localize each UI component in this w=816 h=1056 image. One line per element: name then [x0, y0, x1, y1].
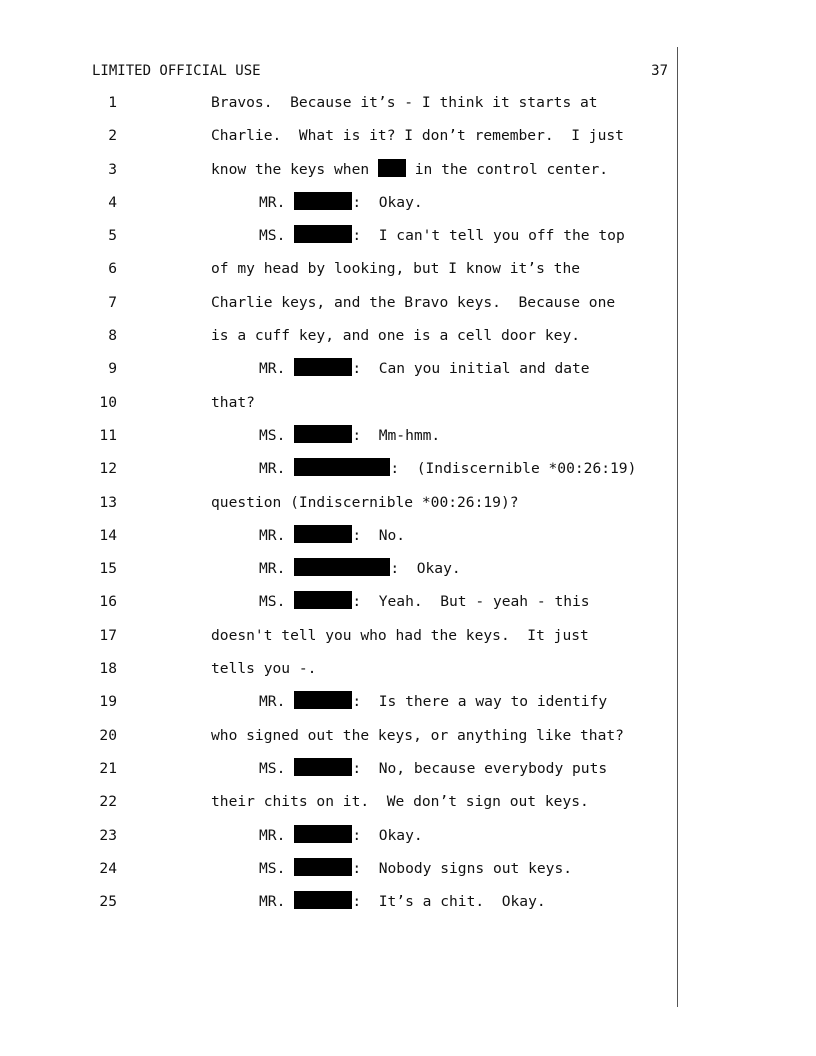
redaction-box: [294, 458, 390, 476]
speaker-line: [259, 691, 607, 713]
transcript-line: [0, 658, 816, 691]
redaction-box: [294, 758, 352, 776]
line-number: 16: [99, 593, 117, 611]
speech-text: : Can you initial and date: [352, 360, 590, 378]
line-number: 24: [99, 859, 117, 877]
speech-text: : (Indiscernible *00:26:19): [390, 460, 637, 478]
speech-text: : I can't tell you off the top: [352, 227, 625, 245]
speaker-line: [259, 891, 546, 913]
transcript-line: [0, 92, 816, 125]
redaction-box: [294, 558, 390, 576]
transcript-line: [0, 558, 816, 591]
transcript-line: [0, 292, 816, 325]
line-number: 25: [99, 893, 117, 911]
speaker-title: MS.: [259, 859, 286, 877]
line-text: tells you -.: [211, 660, 317, 678]
speaker-line: [259, 758, 607, 780]
line-number: 23: [99, 826, 117, 844]
transcript-line: [0, 258, 816, 291]
transcript-line: [0, 825, 816, 858]
speaker-line: [259, 558, 461, 580]
line-text-part: in the control center.: [405, 160, 609, 178]
line-number: 8: [108, 327, 117, 345]
line-number: 9: [108, 360, 117, 378]
line-text: that?: [211, 393, 255, 411]
line-text: their chits on it. We don’t sign out keys.: [211, 793, 589, 811]
line-text: question (Indiscernible *00:26:19)?: [211, 493, 519, 511]
transcript-line: [0, 392, 816, 425]
page-header: [92, 62, 668, 80]
speaker-line: [259, 225, 625, 247]
line-text: who signed out the keys, or anything like that?: [211, 726, 624, 744]
speaker-line: [259, 825, 423, 847]
speech-text: : Is there a way to identify: [352, 693, 608, 711]
transcript-line: [0, 525, 816, 558]
line-number: 20: [99, 726, 117, 744]
speaker-line: [259, 425, 440, 447]
speech-text: : Okay.: [390, 560, 461, 578]
line-number: 17: [99, 626, 117, 644]
redaction-box: [294, 858, 352, 876]
transcript-line: [0, 192, 816, 225]
redaction-box: [294, 425, 352, 443]
line-number: 14: [99, 526, 117, 544]
speaker-line: [259, 525, 405, 547]
transcript-line: [0, 125, 816, 158]
transcript-line: [0, 691, 816, 724]
transcript-line: [0, 225, 816, 258]
redaction-box: [294, 192, 352, 210]
speaker-line: [259, 591, 590, 613]
line-text: Bravos. Because it’s - I think it starts at: [211, 94, 598, 111]
redaction-box: [294, 691, 352, 709]
line-number: 10: [99, 393, 117, 411]
speech-text: : Nobody signs out keys.: [352, 859, 573, 877]
line-text: Charlie. What is it? I don’t remember. I just: [211, 127, 624, 145]
line-number: 6: [108, 260, 117, 278]
speech-text: : Okay.: [352, 826, 423, 844]
line-number: 4: [108, 193, 117, 211]
line-text: of my head by looking, but I know it’s the: [211, 260, 581, 278]
speaker-line: [259, 458, 636, 480]
speech-text: : Mm-hmm.: [352, 426, 441, 444]
transcript-line: [0, 791, 816, 824]
transcript-line: [0, 858, 816, 891]
speaker-title: MR.: [259, 526, 286, 544]
transcript-line: [0, 492, 816, 525]
page-number: 37: [651, 63, 668, 79]
speaker-title: MS.: [259, 759, 286, 777]
speaker-line: [259, 858, 572, 880]
transcript-line: [0, 458, 816, 491]
line-number: 1: [108, 94, 117, 111]
line-number: 7: [108, 293, 117, 311]
line-number: 22: [99, 793, 117, 811]
transcript-line: [0, 625, 816, 658]
speaker-title: MR.: [259, 693, 286, 711]
line-number: 2: [108, 127, 117, 145]
speaker-title: MR.: [259, 193, 286, 211]
transcript-line: [0, 425, 816, 458]
line-number: 21: [99, 759, 117, 777]
line-number: 19: [99, 693, 117, 711]
redaction-box: [294, 591, 352, 609]
speaker-title: MR.: [259, 826, 286, 844]
redaction-box: [294, 525, 352, 543]
speaker-title: MS.: [259, 426, 286, 444]
line-text: Charlie keys, and the Bravo keys. Because one: [211, 293, 616, 311]
line-text-part: know the keys when: [211, 160, 378, 178]
speaker-line: [259, 358, 590, 380]
speaker-title: MR.: [259, 560, 286, 578]
redaction-box: [294, 358, 352, 376]
line-number: 5: [108, 227, 117, 245]
speaker-title: MR.: [259, 893, 286, 911]
speaker-title: MS.: [259, 593, 286, 611]
speech-text: : It’s a chit. Okay.: [352, 893, 546, 911]
transcript-line: [0, 159, 816, 192]
line-text: is a cuff key, and one is a cell door key.: [211, 327, 581, 345]
transcript-line: [0, 891, 816, 924]
transcript-line: [0, 758, 816, 791]
redaction-box: [378, 159, 406, 177]
speaker-title: MR.: [259, 360, 286, 378]
classification-marking: LIMITED OFFICIAL USE: [92, 63, 261, 79]
speech-text: : Yeah. But - yeah - this: [352, 593, 590, 611]
redaction-box: [294, 225, 352, 243]
line-number: 3: [108, 160, 117, 178]
speaker-title: MR.: [259, 460, 286, 478]
redaction-box: [294, 891, 352, 909]
line-number: 13: [99, 493, 117, 511]
speech-text: : Okay.: [352, 193, 423, 211]
speaker-title: MS.: [259, 227, 286, 245]
redaction-box: [294, 825, 352, 843]
transcript-line: [0, 358, 816, 391]
line-number: 15: [99, 560, 117, 578]
transcript-line: [0, 591, 816, 624]
line-number: 12: [99, 460, 117, 478]
speech-text: : No, because everybody puts: [352, 759, 608, 777]
speech-text: : No.: [352, 526, 406, 544]
line-text: [211, 159, 608, 181]
transcript-line: [0, 725, 816, 758]
line-number: 11: [99, 426, 117, 444]
transcript-body: [0, 92, 816, 924]
transcript-line: [0, 325, 816, 358]
line-text: doesn't tell you who had the keys. It just: [211, 626, 589, 644]
line-number: 18: [99, 660, 117, 678]
speaker-line: [259, 192, 423, 214]
